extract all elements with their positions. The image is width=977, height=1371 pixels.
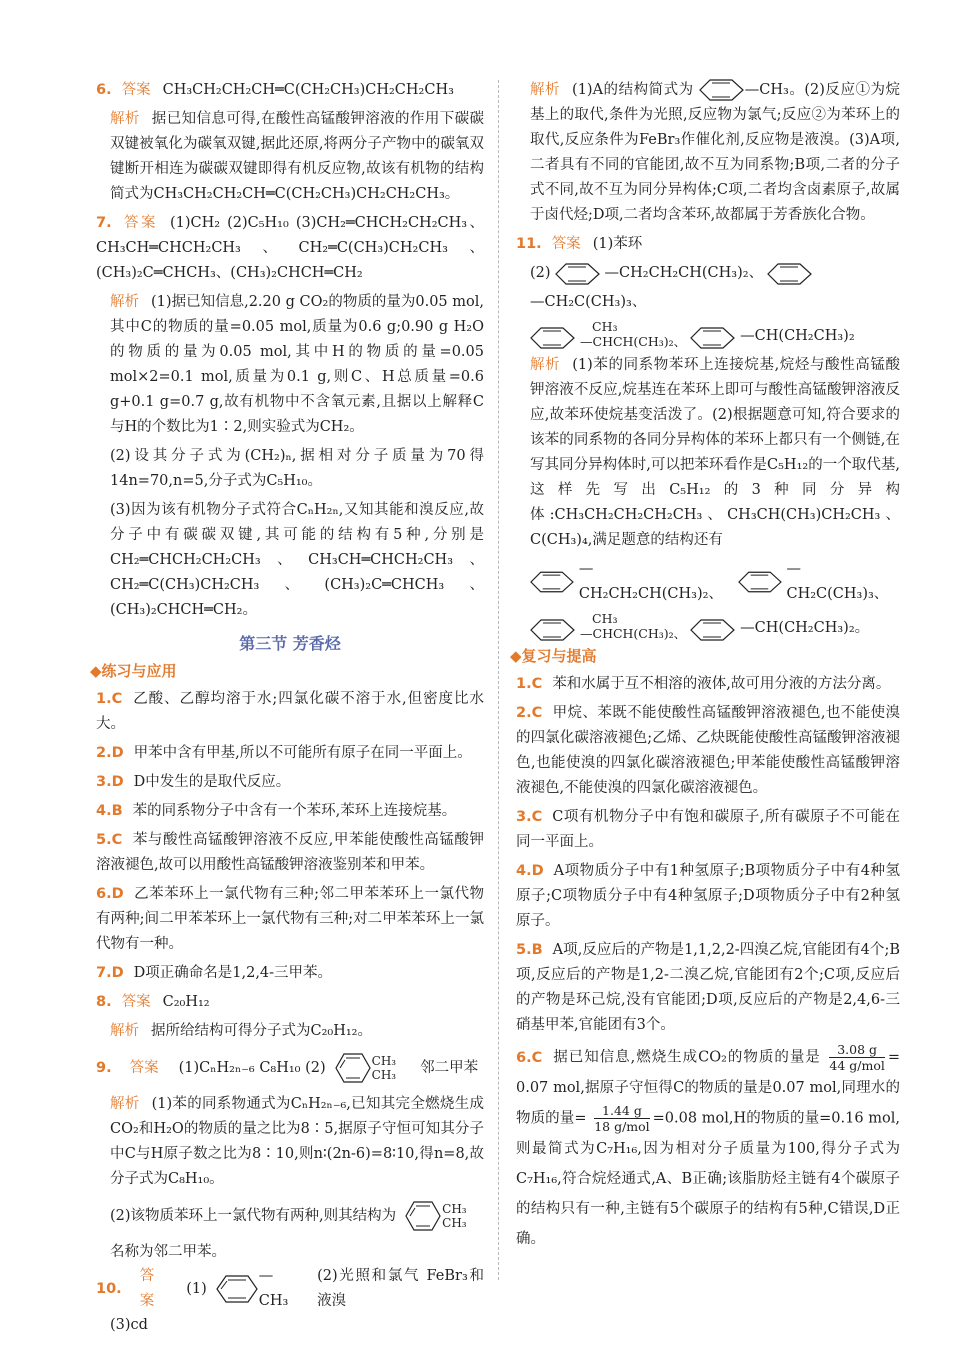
benzene-ring-icon [555,263,601,285]
answer-name: 邻二甲苯 [420,1059,479,1076]
answer-text: (1)CH₂ (2)C₅H₁₀ (3)CH₂═CHCH₂CH₂CH₃、CH₃CH═CHCH₂CH₃、CH₂═C(CH₃)CH₂CH₃、(CH₃)₂C═CHCH₃、(CH₃)₂CHCH═CH₂ [96,215,485,281]
review-heading: ◆复习与提高 [510,647,597,665]
left-column [90,78,485,1342]
benzene-ring-icon [215,1274,259,1304]
analysis-7-part2: (2)设其分子式为(CH₂)ₙ,据相对分子质量为70得14n=70,n=5,分子式为C₅H₁₀。 [110,448,484,489]
q-text: 甲烷、苯既不能使酸性高锰酸钾溶液褪色,也不能使溴的四氯化碳溶液褪色;乙烯、乙炔既能使酸性高锰酸钾溶液褪色,也能使溴的四氯化碳溶液褪色;甲苯能使酸性高锰酸钾溶液褪色,不能使溴的四氯化碳溶液褪色。 [516,705,900,796]
benzene-ring-icon [690,327,736,349]
practice-5 [96,828,484,878]
answer-7 [96,211,484,286]
substituent: CH₃ [442,1216,467,1230]
q-text: = 0.07 mol,据原子守恒得C的物质的量是0.07 mol,同理水的物质的量= [516,1049,901,1127]
review-6 [516,1042,900,1254]
benzene-ring-icon [767,263,813,285]
section-title: 第三节 芳香烃 [239,634,341,653]
answer-6 [96,78,484,103]
q-number: 7. [96,215,112,231]
answer-tag: 答案 [121,994,151,1010]
q-number: 2.D [96,745,124,761]
review-3 [516,805,900,855]
benzene-ring-icon [738,571,783,593]
analysis-tag: 解析 [530,82,561,98]
q-number: 1.C [96,691,123,707]
analysis-11-structures [516,557,900,607]
q-number: 5.C [96,832,123,848]
fraction [829,1042,884,1073]
practice-heading: ◆练习与应用 [90,662,177,680]
substituent: CH₃ [592,319,618,334]
substituent-stack [372,1054,396,1082]
practice-6 [96,882,484,957]
substituent: —CHCH(CH₃)₂、 [580,334,687,349]
analysis-text: 据已知信息可得,在酸性高锰酸钾溶液的作用下碳碳双键被氧化为碳氧双键,据此还原,将两分子产物中的碳氧双键断开相连为碳碳双键即得有机反应物,故该有机物的结构简式为CH₃CH₂CH₂CH═C(CH₂CH₃)CH₂CH₂CH₃。 [110,111,485,202]
answer-text: (2) [530,265,551,281]
analysis-text: (1)苯的同系物苯环上连接烷基,烷烃与酸性高锰酸钾溶液不反应,烷基连在苯环上即可与酸性高锰酸钾溶液反应,故苯环使烷基变活泼了。(2)根据题意可知,符合要求的该苯的同系物的各同分异构体的苯环上都只有一个侧链,在写其同分异构体时,可以把苯环看作是C₅H₁₂的一个取代基,这样先写出C₅H₁₂的3种同分异构体:CH₃CH₂CH₂CH₂CH₃、CH₃CH(CH₃)CH₂CH₃、C(CH₃)₄,满足题意的结构还有 [530,357,901,548]
q-number: 3.D [96,774,124,790]
q-number: 1.C [516,676,543,692]
q-text: 据已知信息,燃烧生成CO₂的物质的量是 [552,1049,821,1066]
answer-11-structures [516,261,900,315]
analysis-tag: 解析 [110,1023,139,1039]
practice-9 [96,1048,484,1088]
benzene-ring-icon [690,619,736,641]
analysis-6 [96,107,484,207]
column-divider [498,80,499,1280]
q-text: =0.08 mol,H的物质的量=0.16 mol,则最简式为C₇H₁₆,因为相对分子质量为100,得分子式为C₇H₁₆,符合烷烃通式,A、B正确;该脂肪烃主链有4个碳原子的结构只有一种,主链有5个碳原子的结构有5种,C错误,D正确。 [516,1110,901,1247]
benzene-ring-icon [530,619,576,641]
practice-2 [96,741,484,766]
review-4 [516,859,900,934]
q-number: 6.C [516,1049,543,1066]
q-number: 6.D [96,886,124,902]
q-number: 4.B [96,803,123,819]
benzene-ring-icon [404,1198,442,1234]
answer-11-structures-2 [516,319,900,349]
branched-substituent [580,319,686,349]
q-text: D中发生的是取代反应。 [133,774,291,790]
practice-8 [96,990,484,1015]
answer-tag: 答案 [139,1268,155,1309]
substituent: —CH₂C(CH₃)₃、 [786,561,889,602]
fraction-numerator: 3.08 g [829,1042,884,1058]
substituent: CH₃ [592,611,618,626]
analysis-7-part3: (3)因为该有机物分子式符合CₙH₂ₙ,又知其能和溴反应,故分子中有碳碳双键,其可能的结构有5种,分别是CH₂═CHCH₂CH₂CH₃、CH₃CH═CHCH₂CH₃、CH₂═C(CH₃)CH₂CH₃、(CH₃)₂C═CHCH₃、(CH₃)₂CHCH═CH₂。 [110,502,484,618]
answer-11 [516,232,900,257]
fraction-numerator: 1.44 g [594,1103,649,1119]
q-number: 6. [96,82,112,98]
analysis-text: 。(2)反应①为烷基上的取代,条件为光照,反应物为氯气;反应②为苯环上的取代,反应条件为FeBr₃作催化剂,反应物是液溴。(3)A项,二者具有不同的官能团,故不互为同系物;B项,二者的分子式不同,故不互为同分异构体;C项,二者均含卤素原子,故属于卤代烃;D项,二者均含苯环,故都属于芳香族化合物。 [530,82,900,223]
q-number: 11. [516,236,542,252]
benzene-ring-icon [334,1050,372,1086]
analysis-text: (1)苯的同系物通式为CₙH₂ₙ₋₆,已知其完全燃烧生成CO₂和H₂O的物质的量之比为8∶5,据原子守恒可知其分子中C与H原子数之比为8∶10,则n∶(2n-6)=8∶10,得n=8,故分子式为C₈H₁₀。 [110,1096,484,1187]
substituent: CH₃ [371,1068,397,1082]
q-text: A项物质分子中有1种氢原子;B项物质分子中有4种氢原子;C项物质分子中有4种氢原子;D项物质分子中有2种氢原子。 [516,863,900,929]
analysis-tag: 解析 [530,357,561,373]
answer-text: (2)光照和氯气 FeBr₃和液溴 [317,1268,484,1309]
analysis-9-part2 [96,1196,484,1236]
benzene-ring-icon [530,571,575,593]
analysis-tag: 解析 [110,111,140,127]
q-text: 甲苯中含有甲基,所以不可能所有原子在同一平面上。 [133,745,472,761]
q-text: C项有机物分子中有饱和碳原子,所有碳原子不可能在同一平面上。 [516,809,900,850]
substituent: —CHCH(CH₃)₂、 [580,626,687,641]
analysis-text: (1)据已知信息,2.20 g CO₂的物质的量为0.05 mol,其中C的物质的量=0.05 mol,质量为0.6 g;0.90 g H₂O的物质的量为0.05 mol,其中H的物质的量=0.05 mol×2=0.1 mol,质量为0.1 g,则C、H总质量=0.6 g+0.1 g=0.7 g,故有机物中不含氧元素,且据以上解释C与H的个数比为1∶2,则实验式为CH₂。 [110,294,484,435]
q-text: A项,反应后的产物是1,1,2,2-四溴乙烷,官能团有4个;B项,反应后的产物是1,2-二溴乙烷,官能团有2个;C项,反应后的产物是环己烷,没有官能团;D项,反应后的产物是2,4,6-三硝基甲苯,官能团有3个。 [516,942,900,1033]
analysis-8 [96,1019,484,1044]
right-column [510,78,901,1258]
q-text: 苯的同系物分子中含有一个苯环,苯环上连接烷基。 [132,803,457,819]
analysis-text: 据所给结构可得分子式为C₂₀H₁₂。 [151,1023,372,1039]
analysis-9 [96,1092,484,1192]
practice-7 [96,961,484,986]
q-text: 乙酸、乙醇均溶于水;四氯化碳不溶于水,但密度比水大。 [96,691,484,732]
q-number: 2.C [516,705,543,721]
answer-text: C₂₀H₁₂ [162,994,210,1010]
review-1 [516,672,900,697]
analysis-tag: 解析 [110,1096,140,1112]
q-text: 苯和水属于互不相溶的液体,故可用分液的方法分离。 [552,676,891,692]
benzene-ring-icon [530,327,576,349]
practice-10 [96,1269,484,1309]
substituent: —CH₂CH₂CH(CH₃)₂、 [578,561,723,602]
fraction-denominator: 44 g/mol [829,1058,885,1073]
analysis-9-part3: 名称为邻二甲苯。 [110,1244,226,1260]
answer-tag: 答案 [121,215,158,231]
branched-substituent [580,611,686,641]
practice-4 [96,799,484,824]
review-2 [516,701,900,801]
analysis-7 [96,290,484,440]
q-number: 5.B [516,942,543,958]
q-number: 10. [96,1280,122,1297]
review-5 [516,938,900,1038]
substituent: —CH₂CH₂CH(CH₃)₂、 [604,265,764,281]
q-text: 苯与酸性高锰酸钾溶液不反应,甲苯能使酸性高锰酸钾溶液褪色,故可以用酸性高锰酸钾溶液鉴别苯和甲苯。 [96,832,484,873]
benzene-ring-icon [699,79,745,101]
q-number: 8. [96,994,112,1010]
substituent: CH₃ [442,1202,467,1216]
q-number: 9. [96,1059,112,1076]
answer-10-part3: (3)cd [110,1317,148,1333]
practice-3 [96,770,484,795]
substituent: —CH(CH₂CH₃)₂ [740,328,855,344]
practice-1 [96,687,484,737]
answer-tag: 答案 [551,236,581,252]
answer-tag: 答案 [129,1059,159,1076]
q-number: 3.C [516,809,543,825]
fraction-denominator: 18 g/mol [594,1119,650,1134]
fraction [594,1103,649,1134]
substituent: —CH₃ [258,1268,289,1309]
answer-text: (1)CₙH₂ₙ₋₆ C₈H₁₀ (2) [178,1059,326,1076]
answer-tag: 答案 [121,82,151,98]
q-text: 乙苯苯环上一氯代物有三种;邻二甲苯苯环上一氯代物有两种;间二甲苯苯环上一氯代物有三种;对二甲苯苯环上一氯代物有一种。 [96,886,484,952]
substituent: —CH₃ [744,82,789,98]
q-text: D项正确命名是1,2,4-三甲苯。 [133,965,333,981]
analysis-text: (1)A的结构简式为 [572,82,694,98]
substituent: CH₃ [371,1054,397,1068]
answer-text: CH₃CH₂CH₂CH═C(CH₂CH₃)CH₂CH₂CH₃ [162,82,454,98]
q-number: 7.D [96,965,124,981]
substituent: —CH₂C(CH₃)₃、 [530,294,647,310]
analysis-11 [516,353,900,553]
answer-text: (1) [186,1280,207,1297]
analysis-tag: 解析 [110,294,140,310]
q-number: 4.D [516,863,544,879]
substituent: —CH(CH₂CH₃)₂。 [740,620,870,636]
substituent-stack [442,1202,466,1230]
analysis-11-structures-2 [516,611,900,641]
analysis-10 [516,78,900,228]
analysis-text: (2)该物质苯环上一氯代物有两种,则其结构为 [110,1207,397,1224]
answer-text: (1)苯环 [592,236,643,252]
